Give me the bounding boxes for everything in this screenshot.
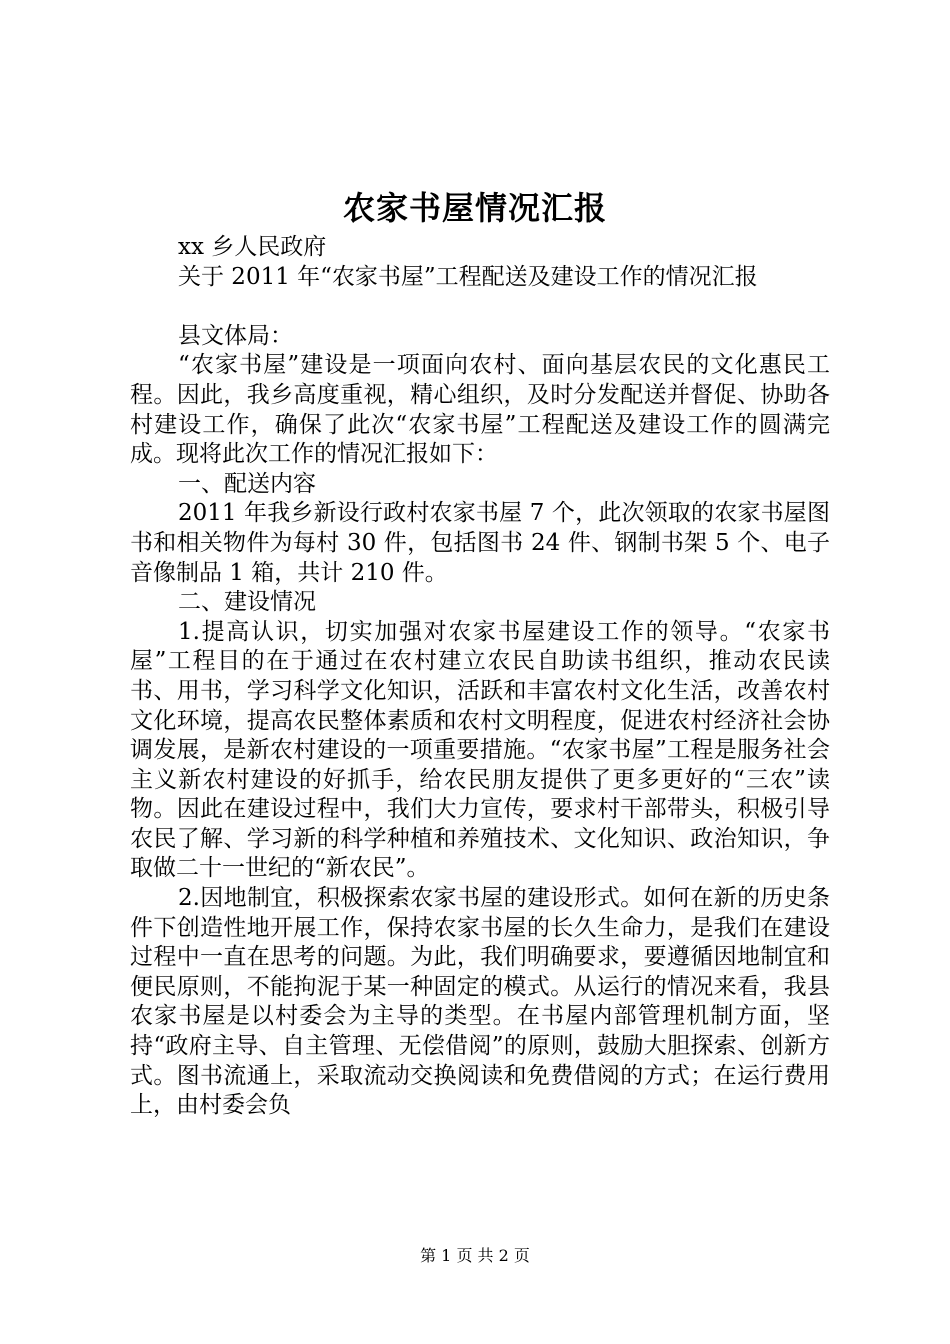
body-paragraph: 1.提高认识，切实加强对农家书屋建设工作的领导。“农家书屋”工程目的在于通过在农村建立农民自助读书组织，推动农民读书、用书，学习科学文化知识，活跃和丰富农村文化生活，改善农村文化环境，提高农民整体素质和农村文明程度，促进农村经济社会协调发展，是新农村建设的一项重要措施。“农家书屋”工程是服务社会主义新农村建设的好抓手，给农民朋友提供了更多更好的“三农”读物。因此在建设过程中，我们大力宣传，要求村干部带头，积极引导农民了解、学习新的科学种植和养殖技术、文化知识、政治知识，争取做二十一世纪的“新农民”。 [130, 618, 830, 882]
issuer-line: xx 乡人民政府 [178, 234, 327, 260]
body-paragraph: “农家书屋”建设是一项面向农村、面向基层农民的文化惠民工程。因此，我乡高度重视，精心组织，及时分发配送并督促、协助各村建设工作，确保了此次“农家书屋”工程配送及建设工作的圆满完成。现将此次工作的情况汇报如下： [130, 352, 830, 468]
document-title: 农家书屋情况汇报 [342, 189, 607, 227]
section-heading: 二、建设情况 [178, 589, 316, 616]
subject-line: 关于 2011 年“农家书屋”工程配送及建设工作的情况汇报 [178, 263, 758, 290]
body-paragraph: 2011 年我乡新设行政村农家书屋 7 个，此次领取的农家书屋图书和相关物件为每村 30 件，包括图书 24 件、钢制书架 5 个、电子音像制品 1 箱，共计 210 件。 [130, 500, 830, 586]
blank-line [130, 292, 830, 322]
document-body [130, 233, 830, 1121]
addressee-line: 县文体局： [178, 322, 293, 349]
body-paragraph: 2.因地制宜，积极探索农家书屋的建设形式。如何在新的历史条件下创造性地开展工作，保持农家书屋的长久生命力，是我们在建设过程中一直在思考的问题。为此，我们明确要求，要遵循因地制宜和便民原则，不能拘泥于某一种固定的模式。从运行的情况来看，我县农家书屋是以村委会为主导的类型。在书屋内部管理机制方面，坚持“政府主导、自主管理、无偿借阅”的原则，鼓励大胆探索、创新方式。图书流通上，采取流动交换阅读和免费借阅的方式；在运行费用上，由村委会负 [130, 885, 830, 1119]
section-heading: 一、配送内容 [178, 470, 316, 497]
page-number-footer: 第 1 页 共 2 页 [420, 1246, 530, 1265]
